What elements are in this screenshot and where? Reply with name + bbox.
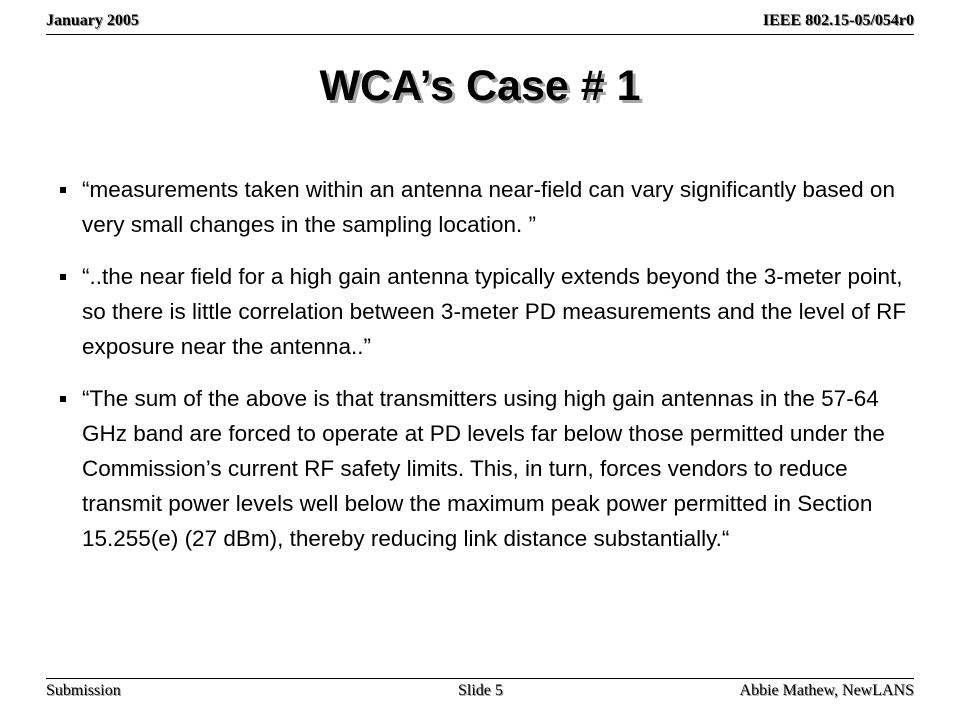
footer-author: Abbie Mathew, NewLANS	[739, 682, 914, 699]
bullet-list	[60, 172, 910, 573]
square-bullet-icon	[60, 274, 66, 280]
header-doc-id: IEEE 802.15-05/054r0	[762, 12, 914, 29]
bullet-text: “The sum of the above is that transmitters using high gain antennas in the 57-64 GHz band are forced to operate at PD levels far below those permitted under the Commission’s current RF safety limits. This, in turn, forces vendors to reduce transmit power levels well below the maximum peak power permitted in Section 15.255(e) (27 dBm), thereby reducing link distance substantially.“	[82, 386, 885, 551]
header-rule	[46, 34, 914, 35]
footer-submission: Submission	[46, 682, 121, 699]
footer-rule	[46, 678, 914, 679]
bullet-item	[60, 259, 910, 364]
bullet-text: “measurements taken within an antenna near-field can vary significantly based on very small changes in the sampling location. ”	[82, 177, 895, 237]
bullet-text: “..the near field for a high gain antenna typically extends beyond the 3-meter point, so there is little correlation between 3-meter PD measurements and the level of RF exposure near the antenna..”	[82, 264, 907, 359]
slide-title: WCA’s Case # 1	[319, 62, 641, 110]
footer-slide-number: Slide 5	[458, 682, 503, 699]
bullet-item	[60, 381, 910, 556]
square-bullet-icon	[60, 396, 66, 402]
square-bullet-icon	[60, 187, 66, 193]
bullet-item	[60, 172, 910, 242]
header-date: January 2005	[46, 12, 139, 29]
